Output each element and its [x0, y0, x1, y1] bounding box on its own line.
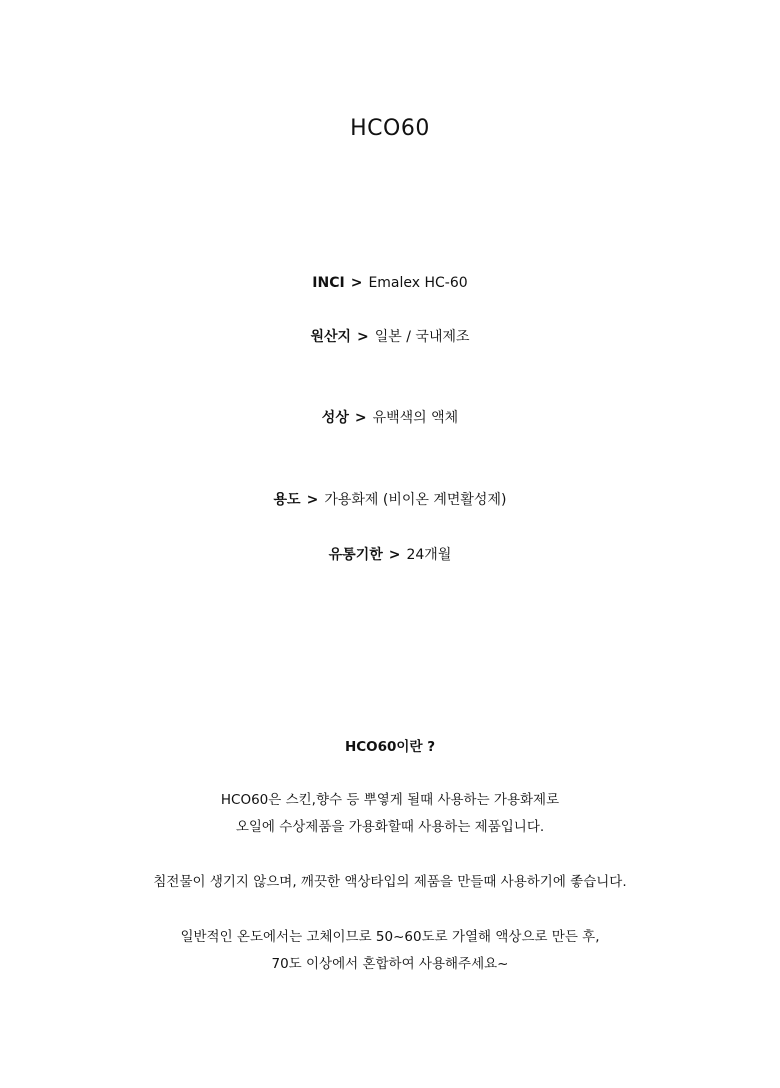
- spec-row-inci: [0, 273, 780, 293]
- description-line: HCO60은 스킨,향수 등 뿌옇게 될때 사용하는 가용화제로: [220, 792, 560, 808]
- spec-separator: >: [350, 275, 363, 291]
- spec-label: 원산지: [310, 329, 352, 345]
- description-line: 오일에 수상제품을 가용화할때 사용하는 제품입니다.: [235, 819, 545, 835]
- spec-label: 성상: [321, 410, 349, 426]
- spec-separator: >: [357, 329, 369, 345]
- spec-row-origin: [0, 327, 780, 347]
- spec-value: 유백색의 액체: [372, 410, 459, 426]
- spec-value: 24개월: [406, 547, 452, 563]
- description-line: 70도 이상에서 혼합하여 사용해주세요~: [271, 956, 509, 972]
- spec-separator: >: [354, 410, 367, 426]
- spec-label: 용도: [273, 492, 301, 508]
- spec-separator: >: [306, 492, 319, 508]
- page-title: HCO60: [350, 115, 430, 141]
- spec-value: 가용화제 (비이온 계면활성제): [324, 492, 507, 508]
- description-heading: HCO60이란 ?: [344, 739, 436, 755]
- spec-row-appearance: [0, 408, 780, 428]
- spec-value: Emalex HC-60: [368, 275, 468, 291]
- description-line: 침전물이 생기지 않으며, 깨끗한 액상타입의 제품을 만들때 사용하기에 좋습니다.: [153, 874, 627, 890]
- spec-value: 일본 / 국내제조: [374, 329, 470, 345]
- spec-row-usage: [0, 490, 780, 510]
- spec-separator: >: [388, 547, 401, 563]
- description-line: 일반적인 온도에서는 고체이므로 50~60도로 가열해 액상으로 만든 후,: [180, 929, 600, 945]
- spec-label: INCI: [312, 275, 345, 291]
- spec-row-shelf-life: [0, 545, 780, 565]
- spec-label: 유통기한: [328, 547, 383, 563]
